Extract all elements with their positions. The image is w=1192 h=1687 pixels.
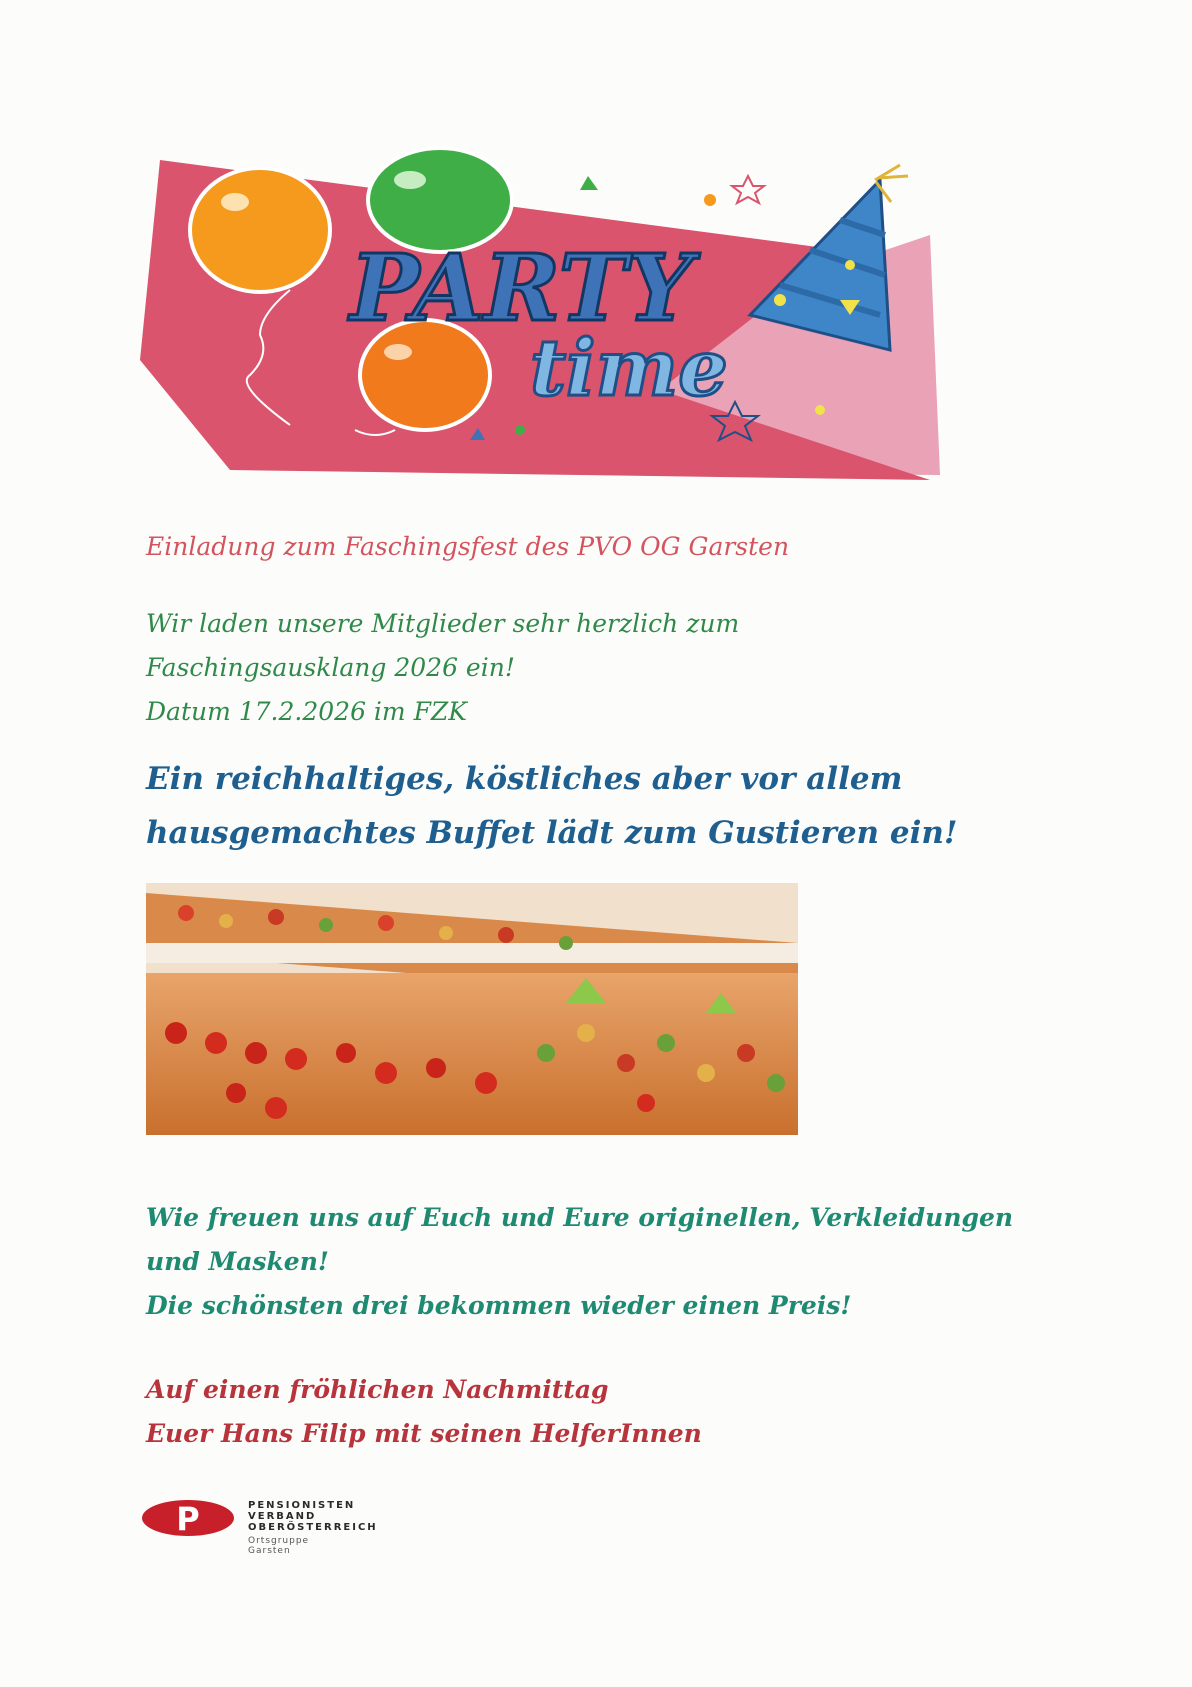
- party-word: PARTY: [350, 234, 693, 342]
- confetti-dot: [815, 405, 825, 415]
- party-time-banner: [140, 140, 1060, 510]
- confetti-dot: [704, 194, 716, 206]
- time-word: time: [530, 323, 728, 414]
- logo-org-line: PENSIONISTEN: [248, 1500, 356, 1511]
- intro-line: Faschingsausklang 2026 ein!: [146, 653, 515, 682]
- logo-org-line: VERBAND: [248, 1511, 317, 1522]
- pvo-logo: [140, 1496, 460, 1562]
- logo-group-line: Ortsgruppe: [248, 1536, 310, 1546]
- invitation-title: Einladung zum Faschingsfest des PVO OG Garsten: [146, 532, 790, 561]
- closing-block: [146, 1368, 702, 1456]
- logo-letter: P: [176, 1500, 200, 1538]
- event-date-line: Datum 17.2.2026 im FZK: [146, 697, 467, 726]
- signature-line: Euer Hans Filip mit seinen HelferInnen: [146, 1419, 702, 1448]
- prize-line: Die schönsten drei bekommen wieder einen Preis!: [146, 1291, 852, 1320]
- confetti-triangle: [580, 176, 598, 190]
- intro-line: Wir laden unsere Mitglieder sehr herzlich zum: [146, 609, 740, 638]
- logo-mark: [140, 1496, 240, 1546]
- costume-line: Wie freuen uns auf Euch und Eure originellen, Verkleidungen: [146, 1203, 1014, 1232]
- buffet-line: Ein reichhaltiges, köstliches aber vor allem: [146, 761, 903, 797]
- buffet-photo: [146, 883, 798, 1135]
- confetti-dot: [515, 425, 525, 435]
- star-decoration: [732, 176, 764, 203]
- logo-group-line: Garsten: [248, 1546, 291, 1556]
- logo-org-line: OBERÖSTERREICH: [248, 1522, 378, 1533]
- costume-block: [146, 1196, 1013, 1328]
- buffet-line: hausgemachtes Buffet lädt zum Gustieren ein!: [146, 815, 958, 851]
- buffet-block: [146, 752, 958, 860]
- closing-line: Auf einen fröhlichen Nachmittag: [146, 1375, 609, 1404]
- intro-block: [146, 602, 739, 734]
- costume-line: und Masken!: [146, 1247, 329, 1276]
